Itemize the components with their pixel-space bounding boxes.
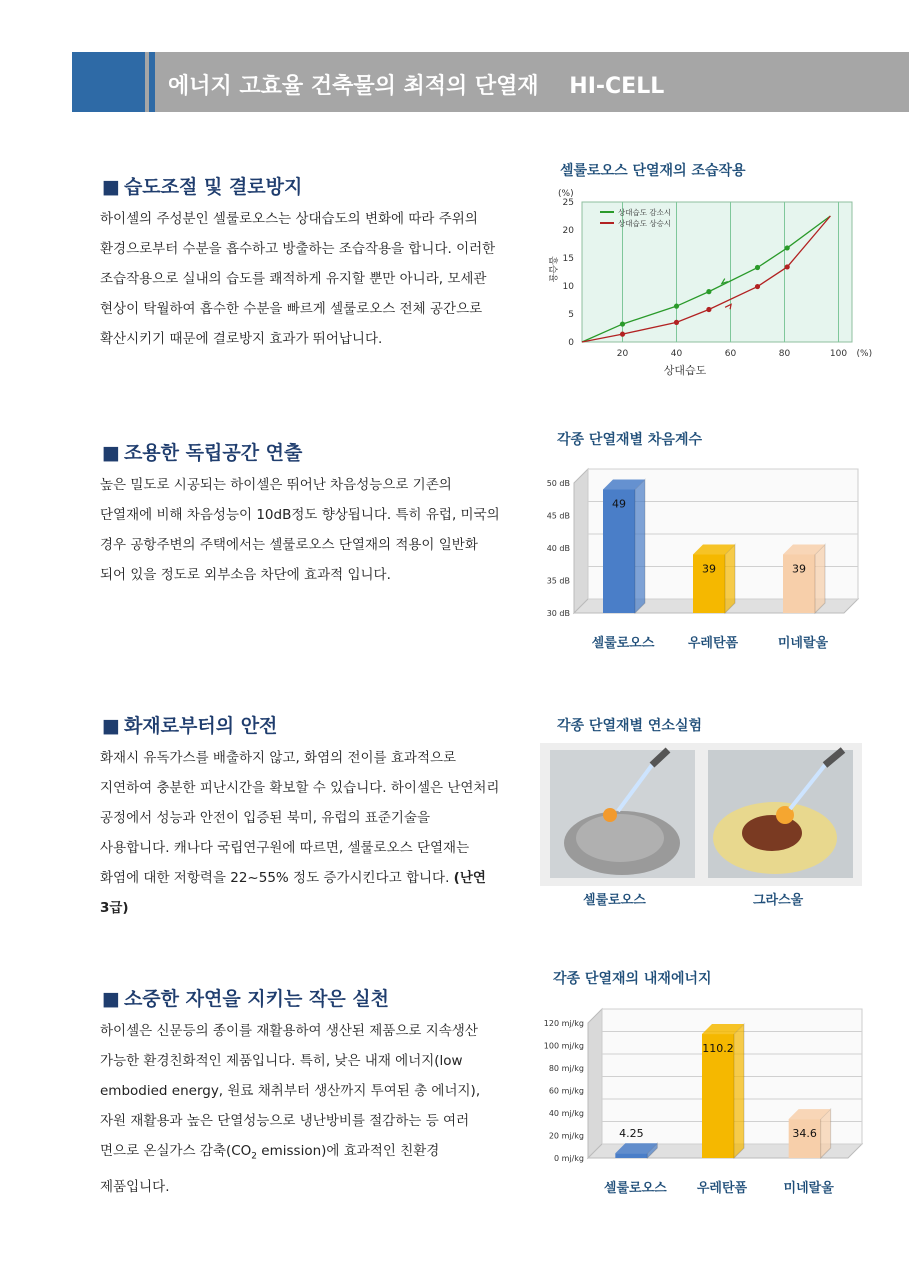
section-title-text: 습도조절 및 결로방지	[123, 176, 303, 198]
x-tick-label: 80	[778, 349, 791, 359]
category-label: 우레탄폼	[696, 1181, 748, 1196]
y-tick-label: 40 dB	[546, 544, 570, 553]
section-title-humidity	[102, 172, 302, 199]
bar-side	[734, 1024, 744, 1158]
y-tick-label: 10	[562, 282, 574, 292]
y-tick-label: 40 mj/kg	[548, 1109, 584, 1118]
data-label: 4.25	[619, 1127, 644, 1141]
legend-label: 상대습도 상승시	[618, 219, 672, 228]
humidity-line-chart	[530, 180, 873, 380]
chart-title-energy: 각종 단열재의 내재에너지	[553, 971, 712, 987]
nature-text-before: 하이셀은 신문등의 종이를 재활용하여 생산된 제품으로 지속생산 가능한 환경친화적인 제품입니다. 특히, 낮은 내재 에너지(low embodied energy, 원료 채취부터 생산까지 투여된 총 에너지), 자원 재활용과 높은 단열성능으로 냉난방비를 절감하는 등 여러 면으로 온실가스 감축(CO	[100, 1023, 481, 1159]
photo-frame	[540, 743, 862, 886]
data-point	[785, 245, 790, 250]
section-text-nature	[100, 1016, 500, 1202]
square-bullet-icon: ■	[102, 715, 120, 737]
y-tick-label: 50 dB	[546, 479, 570, 488]
energy-bar-chart	[530, 995, 860, 1200]
data-label: 39	[702, 562, 716, 576]
section-title-nature	[102, 984, 389, 1011]
sound-bar-chart	[530, 455, 860, 660]
burn-test-photos	[540, 743, 862, 886]
data-point	[620, 321, 625, 326]
section-text-humidity: 하이셀의 주성분인 셀룰로오스는 상대습도의 변화에 따라 주위의 환경으로부터 수분을 흡수하고 방출하는 조습작용을 합니다. 이러한 조습작용으로 실내의 습도를 쾌적하게 유지할 뿐만 아니라, 모세관 현상이 탁월하여 흡수한 수분을 빠르게 셀룰로오스 전체 공간으로 확산시키기 때문에 결로방지 효과가 뛰어납니다.	[100, 211, 496, 347]
y-tick-label: 35 dB	[546, 576, 570, 586]
fire-text: 화재시 유독가스를 배출하지 않고, 화염의 전이를 효과적으로 지연하여 충분한 피난시간을 확보할 수 있습니다. 하이셀은 난연처리 공정에서 성능과 안전이 입증된 북미, 유럽의 표준기술을 사용합니다. 캐나다 국립연구원에 따르면, 셀룰로오스 단열재는 화염에 대한 저항력을 22~55% 정도 증가시킨다고 합니다.	[100, 750, 500, 886]
x-tick-label: 20	[616, 349, 629, 359]
side-wall	[574, 469, 588, 613]
bar-side	[725, 545, 735, 614]
square-bullet-icon: ■	[102, 176, 120, 198]
section-text-fire	[100, 743, 500, 923]
category-label: 셀룰로오스	[603, 1181, 667, 1196]
x-unit-label: (%)	[856, 349, 873, 359]
x-tick-label: 40	[670, 349, 683, 359]
section-text-sound: 높은 밀도로 시공되는 하이셀은 뛰어난 차음성능으로 기존의 단열재에 비해 차음성능이 10dB정도 향상됩니다. 특히 유럽, 미국의 경우 공항주변의 주택에서는 셀룰로오스 단열재의 적용이 일반화 되어 있을 정도로 외부소음 차단에 효과적 입니다.	[100, 477, 500, 583]
square-bullet-icon: ■	[102, 988, 120, 1010]
page-header	[72, 52, 909, 112]
chart-title-sound: 각종 단열재별 차음계수	[557, 432, 702, 448]
section-title-text: 조용한 독립공간 연출	[123, 442, 303, 464]
data-label: 34.6	[792, 1127, 817, 1141]
data-label: 39	[792, 562, 806, 576]
co2-subscript: 2	[251, 1151, 258, 1162]
flame-icon	[603, 808, 617, 822]
y-tick-label: 25	[562, 198, 574, 208]
category-label: 우레탄폼	[687, 636, 739, 651]
x-tick-label: 60	[724, 349, 737, 359]
y-tick-label: 20	[562, 226, 574, 236]
bar-side	[815, 545, 825, 614]
section-title-text: 소중한 자연을 지키는 작은 실천	[123, 988, 390, 1010]
data-point	[706, 307, 711, 312]
y-tick-label: 120 mj/kg	[543, 1019, 584, 1028]
y-tick-label: 5	[568, 310, 574, 320]
category-label: 미네랄울	[777, 636, 829, 651]
bar-side	[635, 480, 645, 614]
square-bullet-icon: ■	[102, 442, 120, 464]
y-tick-label: 30 dB	[546, 609, 570, 618]
legend-label: 상대습도 감소시	[618, 208, 672, 217]
cellulose-pile-top	[576, 814, 664, 862]
data-point	[674, 304, 679, 309]
chart-title-humidity: 셀룰로오스 단열재의 조습작용	[560, 163, 746, 179]
data-point	[706, 289, 711, 294]
photo-caption-cellulose: 셀룰로오스	[583, 893, 646, 908]
section-title-sound	[102, 438, 302, 465]
section-title-text: 화재로부터의 안전	[123, 715, 278, 737]
y-tick-label: 0	[568, 338, 574, 348]
y-tick-label: 15	[562, 254, 574, 264]
header-blue-block	[72, 52, 145, 112]
side-wall	[588, 1009, 602, 1158]
header-stripe	[149, 52, 155, 112]
y-axis-label: 흡습율	[547, 256, 557, 283]
page-title: 에너지 고효율 건축물의 최적의 단열재 HI-CELL	[168, 74, 665, 99]
section-title-fire	[102, 711, 277, 738]
photo-caption-glasswool: 그라스울	[753, 893, 804, 908]
bar	[615, 1153, 647, 1158]
y-unit-label: (%)	[558, 189, 574, 199]
nature-text-after: emission)에 효과적인 친환경 제품입니다.	[100, 1143, 440, 1195]
photo-section-title: 각종 단열재별 연소실험	[557, 718, 702, 734]
data-label: 49	[612, 497, 626, 511]
data-label: 110.2	[702, 1042, 734, 1056]
data-point	[755, 284, 760, 289]
glasswool-burnt	[742, 815, 802, 851]
data-point	[755, 265, 760, 270]
data-point	[785, 264, 790, 269]
category-label: 셀룰로오스	[591, 636, 655, 651]
fire-rating: (난연 3급)	[100, 870, 486, 916]
y-tick-label: 100 mj/kg	[543, 1041, 584, 1051]
y-tick-label: 0 mj/kg	[553, 1154, 584, 1163]
category-label: 미네랄울	[783, 1181, 834, 1196]
y-tick-label: 45 dB	[546, 511, 570, 521]
x-tick-label: 100	[829, 349, 848, 359]
y-tick-label: 20 mj/kg	[548, 1131, 584, 1141]
y-tick-label: 80 mj/kg	[548, 1064, 584, 1073]
data-point	[620, 332, 625, 337]
data-point	[674, 320, 679, 325]
y-tick-label: 60 mj/kg	[548, 1086, 584, 1096]
x-axis-label: 상대습도	[663, 364, 707, 377]
